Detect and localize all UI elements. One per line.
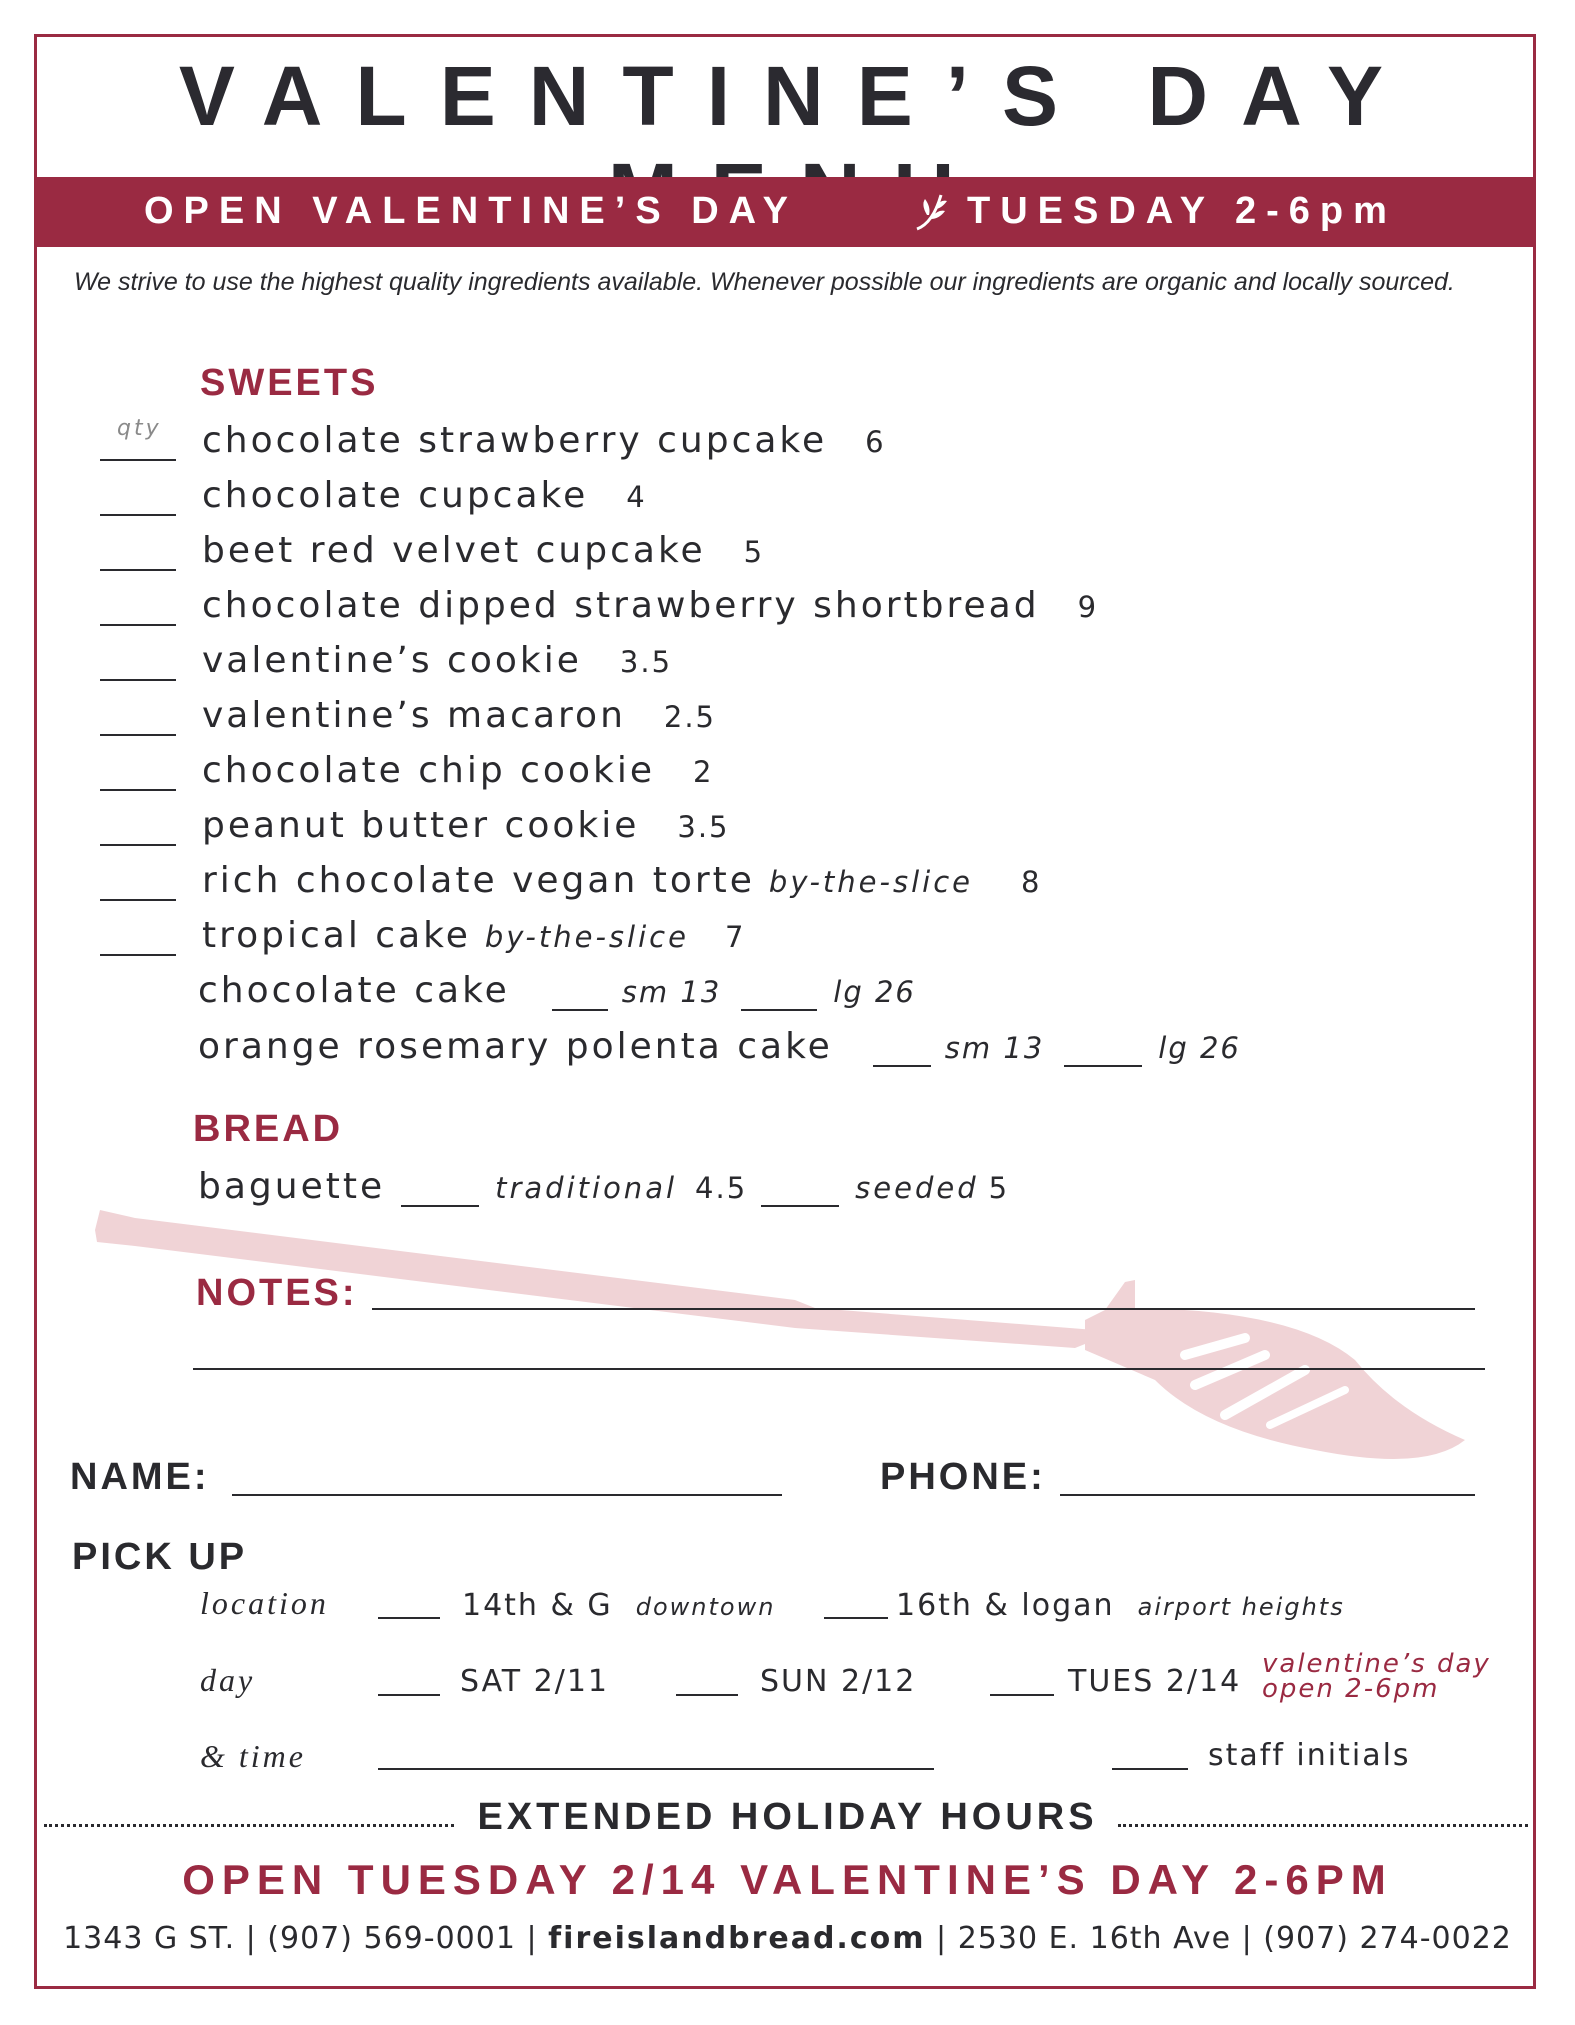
qty-blank[interactable] <box>100 867 176 901</box>
day-1-blank[interactable] <box>378 1694 440 1696</box>
location-1-note: downtown <box>635 1593 776 1621</box>
bread-price-1: 4.5 <box>695 1171 748 1205</box>
location-label: location <box>200 1585 329 1621</box>
list-item <box>100 915 745 955</box>
item-price: 5 <box>743 535 765 569</box>
location-2-note: airport heights <box>1137 1593 1345 1621</box>
qty-blank[interactable] <box>100 812 176 846</box>
day-3-blank[interactable] <box>990 1694 1054 1696</box>
day-3-note-line-1: valentine’s day <box>1262 1649 1491 1679</box>
item-name: rich chocolate vegan torte <box>202 860 755 901</box>
day-option-3: TUES 2/14 <box>1068 1664 1242 1699</box>
cake-sm-price: sm 13 <box>944 1031 1045 1065</box>
item-price: 7 <box>724 920 746 954</box>
staff-initials-blank[interactable] <box>1112 1768 1188 1770</box>
list-item <box>100 695 716 735</box>
cake-lg-price: lg 26 <box>1158 1031 1241 1065</box>
cake-item <box>198 970 916 1010</box>
notes-field-line-2[interactable] <box>193 1368 1485 1370</box>
name-label: NAME: <box>70 1456 210 1498</box>
qty-blank[interactable] <box>100 702 176 736</box>
location-1-blank[interactable] <box>378 1617 440 1619</box>
item-name: valentine’s cookie <box>202 640 582 681</box>
open-hours-band <box>37 177 1533 247</box>
qty-blank[interactable] <box>100 647 176 681</box>
item-name: peanut butter cookie <box>202 805 640 846</box>
list-item <box>100 640 672 680</box>
location-2-name: 16th & logan <box>896 1588 1115 1623</box>
day-3-note-line-2: open 2-6pm <box>1262 1674 1440 1704</box>
item-price: 8 <box>1021 865 1042 899</box>
notes-field-line-1[interactable] <box>372 1308 1475 1310</box>
band-right-text: TUESDAY 2-6pm <box>967 190 1397 232</box>
staff-initials-label: staff initials <box>1208 1738 1411 1773</box>
lg-qty-blank[interactable] <box>741 977 817 1011</box>
sweets-heading: SWEETS <box>200 362 379 404</box>
cake-name: chocolate cake <box>198 970 510 1011</box>
sm-qty-blank[interactable] <box>552 977 608 1011</box>
bread-option-1: traditional <box>495 1171 678 1205</box>
band-left-text: OPEN VALENTINE’S DAY <box>144 190 798 232</box>
item-name: chocolate cupcake <box>202 475 589 516</box>
list-item <box>100 530 764 570</box>
list-item <box>100 805 730 845</box>
item-name: chocolate strawberry cupcake <box>202 420 828 461</box>
tagline: We strive to use the highest quality ingredients available. Whenever possible our ingredients are organic and locally sourced. <box>74 268 1455 296</box>
qty-blank[interactable] <box>100 922 176 956</box>
list-item <box>100 420 886 460</box>
item-name: chocolate dipped strawberry shortbread <box>202 585 1040 626</box>
open-tuesday-line: OPEN TUESDAY 2/14 VALENTINE’S DAY 2-6PM <box>182 1856 1393 1903</box>
wheat-icon <box>911 189 955 233</box>
website-link[interactable]: fireislandbread.com <box>548 1921 926 1956</box>
item-note: by-the-slice <box>484 920 689 954</box>
item-name: valentine’s macaron <box>202 695 626 736</box>
cake-lg-price: lg 26 <box>833 975 916 1009</box>
time-label: & time <box>200 1738 306 1774</box>
location-1-name: 14th & G <box>462 1588 613 1623</box>
qty-blank[interactable] <box>100 592 176 626</box>
bread-price-2: 5 <box>988 1171 1010 1205</box>
day-3-note <box>1262 1649 1491 1704</box>
location-option-1 <box>462 1588 775 1623</box>
list-item <box>100 475 647 515</box>
day-label: day <box>200 1662 256 1698</box>
day-2-blank[interactable] <box>676 1694 738 1696</box>
cake-item <box>198 1026 1241 1066</box>
traditional-qty-blank[interactable] <box>401 1173 479 1207</box>
item-price: 2 <box>692 755 714 789</box>
cake-name: orange rosemary polenta cake <box>198 1026 833 1067</box>
footer-address-2: | 2530 E. 16th Ave | (907) 274-0022 <box>936 1921 1512 1956</box>
sm-qty-blank[interactable] <box>873 1033 931 1067</box>
extended-hours-heading: EXTENDED HOLIDAY HOURS <box>477 1796 1098 1838</box>
pickup-heading: PICK UP <box>72 1536 248 1578</box>
footer-address-1: 1343 G ST. | (907) 569-0001 | <box>63 1921 538 1956</box>
qty-blank[interactable] <box>100 427 176 461</box>
qty-blank[interactable] <box>100 537 176 571</box>
location-option-2 <box>896 1588 1345 1623</box>
time-field[interactable] <box>378 1768 934 1770</box>
name-field[interactable] <box>232 1494 782 1496</box>
day-option-1: SAT 2/11 <box>460 1664 610 1699</box>
qty-blank[interactable] <box>100 757 176 791</box>
phone-label: PHONE: <box>880 1456 1046 1498</box>
phone-field[interactable] <box>1060 1494 1475 1496</box>
bread-item <box>198 1166 1009 1206</box>
qty-label: qty <box>117 416 162 441</box>
item-name: beet red velvet cupcake <box>202 530 706 571</box>
list-item <box>100 750 713 790</box>
qty-blank[interactable] <box>100 482 176 516</box>
item-price: 6 <box>865 425 886 459</box>
item-price: 3.5 <box>677 810 730 844</box>
item-note: by-the-slice <box>768 865 973 899</box>
item-name: tropical cake <box>202 915 471 956</box>
bread-name: baguette <box>198 1166 386 1207</box>
bread-option-2: seeded <box>855 1171 979 1205</box>
lg-qty-blank[interactable] <box>1064 1033 1142 1067</box>
bread-peel-illustration <box>95 1210 1475 1480</box>
footer-contact <box>0 1921 1575 1956</box>
list-item <box>100 585 1098 625</box>
item-price: 4 <box>626 480 647 514</box>
cake-sm-price: sm 13 <box>621 975 722 1009</box>
list-item <box>100 860 1041 900</box>
day-option-2: SUN 2/12 <box>760 1664 917 1699</box>
item-name: chocolate chip cookie <box>202 750 655 791</box>
item-price: 2.5 <box>663 700 717 734</box>
page-title: VALENTINE’S DAY <box>178 49 1417 143</box>
notes-label: NOTES: <box>196 1272 358 1314</box>
bread-heading: BREAD <box>193 1108 344 1150</box>
item-price: 3.5 <box>619 645 673 679</box>
item-price: 9 <box>1077 590 1099 624</box>
seeded-qty-blank[interactable] <box>761 1173 839 1207</box>
location-2-blank[interactable] <box>824 1617 888 1619</box>
